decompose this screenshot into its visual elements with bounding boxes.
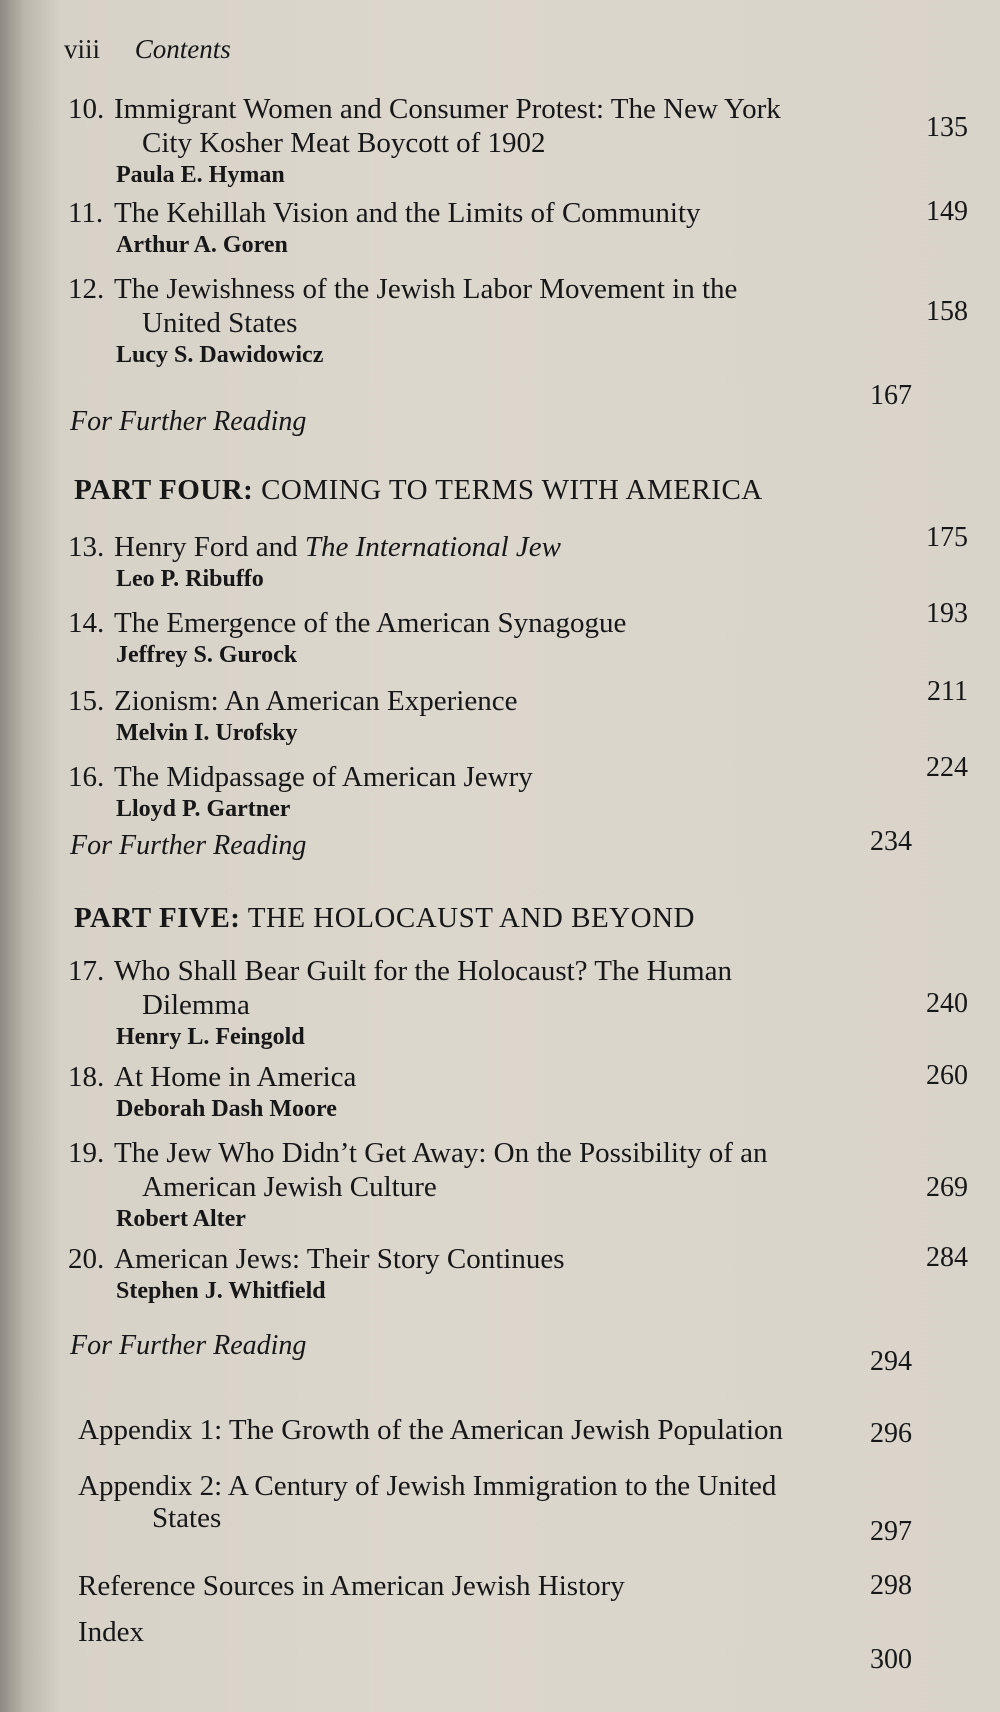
entry-page: 149	[926, 196, 968, 227]
page-number-roman: viii	[64, 34, 101, 64]
further-reading-2-page: 234	[870, 826, 912, 857]
toc-entry-12[interactable]	[68, 272, 968, 370]
entry-title: The Emergence of the American Synagogue	[114, 607, 627, 639]
entry-page: 175	[926, 522, 968, 553]
entry-author: Lucy S. Dawidowicz	[116, 342, 324, 368]
part-title: COMING TO TERMS WITH AMERICA	[261, 474, 763, 506]
appendix-2-page: 297	[870, 1516, 912, 1547]
entry-number: 14.	[68, 607, 105, 639]
entry-author: Henry L. Feingold	[116, 1024, 305, 1050]
entry-title: Henry Ford and	[114, 531, 305, 563]
entry-number: 16.	[68, 761, 105, 793]
toc-entry-17[interactable]	[68, 954, 968, 1052]
entry-author: Leo P. Ribuffo	[116, 566, 264, 592]
part-title: THE HOLOCAUST AND BEYOND	[247, 902, 695, 934]
toc-index[interactable]	[78, 1616, 898, 1648]
entry-title-italic: The International Jew	[304, 531, 562, 563]
toc-entry-14[interactable]	[68, 598, 968, 670]
entry-author: Melvin I. Urofsky	[116, 720, 298, 746]
entry-title: Zionism: An American Experience	[114, 685, 518, 717]
entry-page: 240	[926, 988, 968, 1019]
book-gutter	[0, 0, 22, 1712]
entry-title: The Jewishness of the Jewish Labor Movement in the	[114, 273, 738, 305]
entry-author: Arthur A. Goren	[116, 232, 288, 258]
entry-number: 11.	[68, 197, 104, 229]
further-reading-2[interactable]: For Further Reading	[70, 830, 307, 861]
entry-title: Immigrant Women and Consumer Protest: The New York	[114, 93, 781, 125]
further-reading-3-page: 294	[870, 1346, 912, 1377]
entry-author: Jeffrey S. Gurock	[116, 642, 298, 668]
book-page	[22, 0, 1000, 1712]
appendix-title: Appendix 2: A Century of Jewish Immigration to the United	[78, 1470, 777, 1502]
entry-page: 211	[927, 676, 968, 707]
toc-entry-13[interactable]	[68, 522, 968, 594]
entry-author: Deborah Dash Moore	[116, 1096, 337, 1122]
appendix-title-cont: States	[152, 1502, 222, 1534]
entry-author: Robert Alter	[116, 1206, 246, 1232]
reference-sources-page: 298	[870, 1570, 912, 1601]
entry-number: 15.	[68, 685, 105, 717]
entry-page: 135	[926, 112, 968, 143]
entry-number: 20.	[68, 1243, 105, 1275]
entry-number: 12.	[68, 273, 105, 305]
entry-page: 284	[926, 1242, 968, 1273]
entry-number: 19.	[68, 1137, 105, 1169]
entry-title: Who Shall Bear Guilt for the Holocaust? The Human	[114, 955, 732, 987]
toc-appendix-1[interactable]	[78, 1414, 898, 1446]
index-page: 300	[870, 1644, 912, 1675]
entry-number: 18.	[68, 1061, 105, 1093]
toc-appendix-2[interactable]	[78, 1470, 898, 1534]
part-five-heading	[74, 902, 695, 935]
toc-entry-20[interactable]	[68, 1242, 968, 1306]
further-reading-1[interactable]: For Further Reading	[70, 406, 307, 437]
running-head	[64, 34, 231, 65]
entry-title-cont: City Kosher Meat Boycott of 1902	[142, 127, 546, 159]
running-head-title: Contents	[134, 34, 231, 64]
further-reading-3[interactable]: For Further Reading	[70, 1330, 307, 1361]
entry-title: The Midpassage of American Jewry	[114, 761, 533, 793]
part-label: PART FIVE:	[74, 902, 241, 934]
index-title: Index	[78, 1616, 145, 1648]
entry-title-cont: Dilemma	[142, 989, 250, 1021]
entry-page: 260	[926, 1060, 968, 1091]
part-four-heading	[74, 474, 763, 507]
entry-author: Paula E. Hyman	[116, 162, 285, 188]
further-reading-1-page: 167	[870, 380, 912, 411]
entry-page: 193	[926, 598, 968, 629]
entry-number: 13.	[68, 531, 105, 563]
toc-entry-15[interactable]	[68, 676, 968, 748]
entry-number: 17.	[68, 955, 105, 987]
toc-reference-sources[interactable]	[78, 1570, 898, 1602]
toc-entry-16[interactable]	[68, 752, 968, 824]
appendix-1-page: 296	[870, 1418, 912, 1449]
toc-entry-18[interactable]	[68, 1060, 968, 1124]
toc-entry-19[interactable]	[68, 1136, 968, 1234]
entry-title-cont: United States	[142, 307, 298, 339]
part-label: PART FOUR:	[74, 474, 254, 506]
entry-page: 269	[926, 1172, 968, 1203]
entry-author: Stephen J. Whitfield	[116, 1278, 326, 1304]
appendix-title: Appendix 1: The Growth of the American Jewish Population	[78, 1414, 784, 1446]
entry-title: The Jew Who Didn’t Get Away: On the Possibility of an	[114, 1137, 768, 1169]
toc-entry-10[interactable]	[68, 92, 968, 190]
entry-title: The Kehillah Vision and the Limits of Community	[114, 197, 701, 229]
entry-title: At Home in America	[114, 1061, 357, 1093]
entry-number: 10.	[68, 93, 105, 125]
entry-title: American Jews: Their Story Continues	[114, 1243, 565, 1275]
entry-author: Lloyd P. Gartner	[116, 796, 291, 822]
entry-page: 158	[926, 296, 968, 327]
toc-entry-11[interactable]	[68, 196, 968, 260]
entry-title-cont: American Jewish Culture	[142, 1171, 437, 1203]
reference-sources-title: Reference Sources in American Jewish History	[78, 1570, 625, 1602]
entry-page: 224	[926, 752, 968, 783]
